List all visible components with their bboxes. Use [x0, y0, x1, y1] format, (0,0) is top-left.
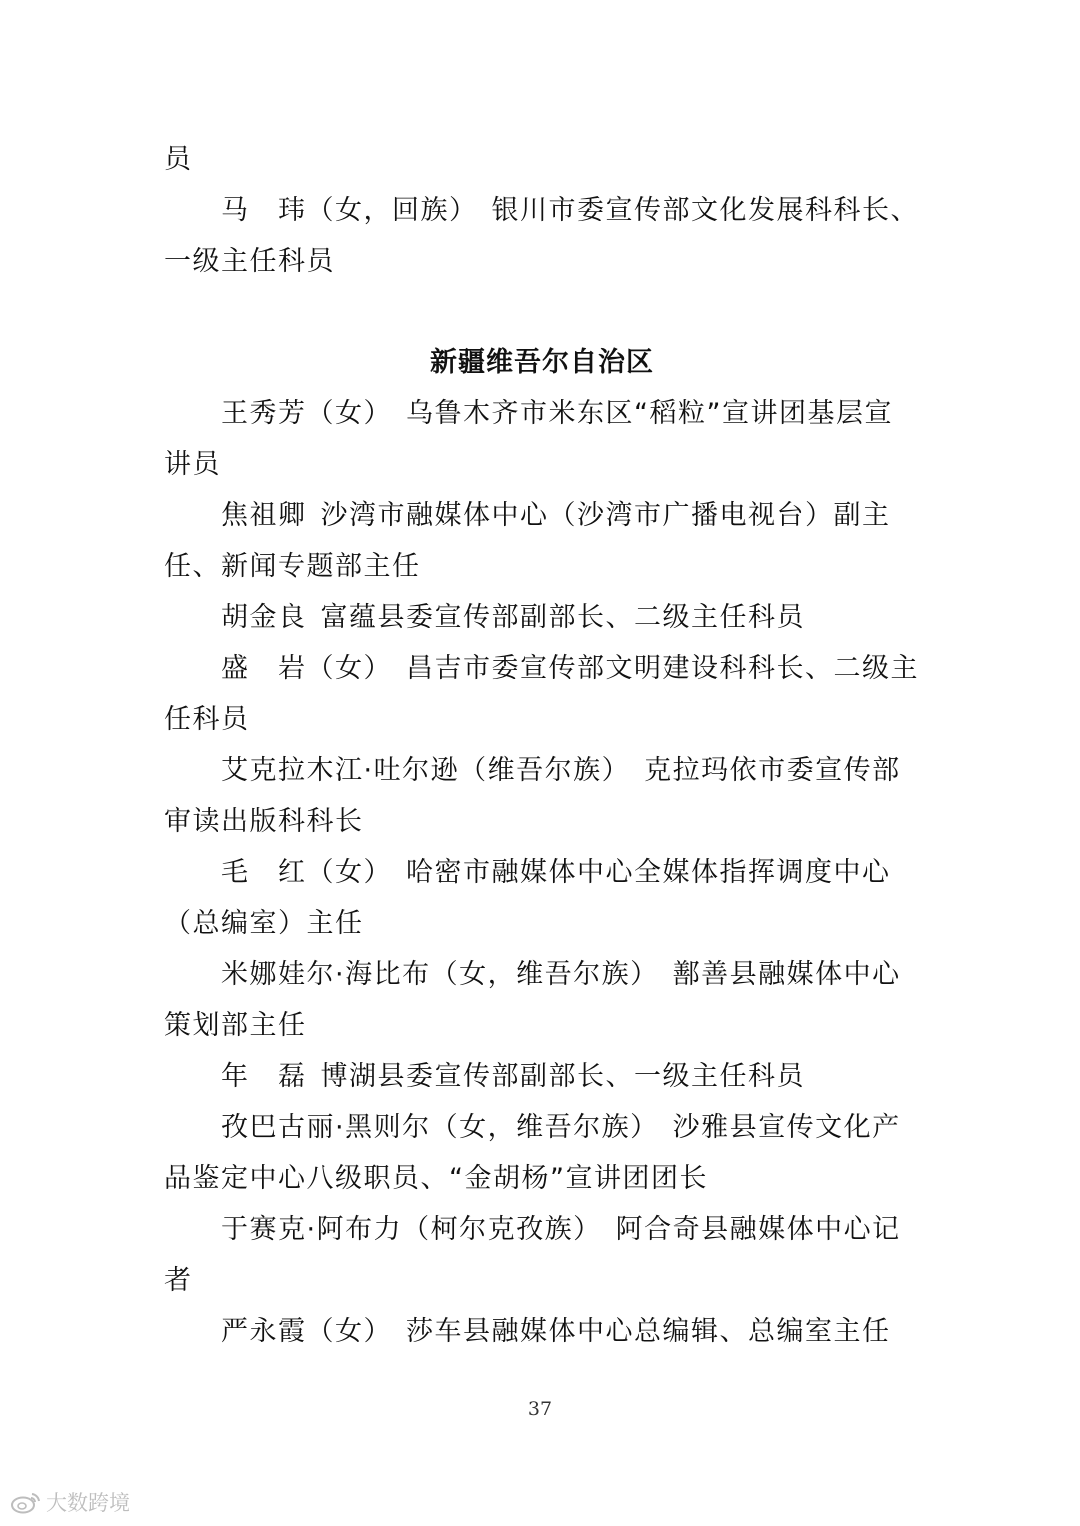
entry-6: [164, 847, 920, 949]
entry-2: [164, 490, 920, 592]
entry-10: [164, 1204, 920, 1306]
entry-4: [164, 643, 920, 745]
entry-title: 银川市委宣传部文化发展科科长、一级主任科员: [164, 195, 919, 277]
page-number: 37: [527, 1398, 553, 1420]
entry-title: 阿合奇县融媒体中心记者: [164, 1214, 901, 1296]
entry-11: [164, 1306, 920, 1357]
entry-title: 富蕴县委宣传部副部长、二级主任科员: [320, 602, 805, 633]
entry-name: 焦祖卿: [221, 500, 307, 531]
entry-title: 克拉玛依市委宣传部审读出版科科长: [164, 755, 901, 837]
entry-8: [164, 1051, 920, 1102]
entry-title: 博湖县委宣传部副部长、一级主任科员: [320, 1061, 805, 1092]
entry-1: [164, 388, 920, 490]
section-title: 新疆维吾尔自治区: [430, 347, 654, 378]
watermark-text: 大数跨境: [46, 1491, 130, 1515]
entry-title: 沙雅县宣传文化产品鉴定中心八级职员、“金胡杨”宣讲团团长: [164, 1112, 901, 1194]
entry-3: [164, 592, 920, 643]
entry-9: [164, 1102, 920, 1204]
entry-name: 盛 岩（女）: [221, 653, 392, 684]
entry-name: 于赛克·阿布力（柯尔克孜族）: [221, 1214, 602, 1245]
entry-ningxia-last: [164, 185, 920, 287]
entry-title: 乌鲁木齐市米东区“稻粒”宣讲团基层宣讲员: [164, 398, 893, 480]
entry-name: 米娜娃尔·海比布（女，维吾尔族）: [221, 959, 659, 990]
weibo-icon: [10, 1490, 42, 1514]
entry-name: 胡金良: [221, 602, 307, 633]
entry-name: 年 磊: [221, 1061, 307, 1092]
entry-5: [164, 745, 920, 847]
entry-name: 王秀芳（女）: [221, 398, 392, 429]
entry-name: 孜巴古丽·黑则尔（女，维吾尔族）: [221, 1112, 659, 1143]
entry-title: 哈密市融媒体中心全媒体指挥调度中心（总编室）主任: [164, 857, 891, 939]
entry-title: 沙湾市融媒体中心（沙湾市广播电视台）副主任、新闻专题部主任: [164, 500, 891, 582]
entry-title: 昌吉市委宣传部文明建设科科长、二级主任科员: [164, 653, 919, 735]
entry-name: 严永霞（女）: [221, 1316, 392, 1347]
entry-name: 艾克拉木江·吐尔逊（维吾尔族）: [221, 755, 631, 786]
entry-title: 鄯善县融媒体中心策划部主任: [164, 959, 901, 1041]
entry-title: 莎车县融媒体中心总编辑、总编室主任: [406, 1316, 891, 1347]
entry-7: [164, 949, 920, 1051]
document-body: [164, 134, 920, 1357]
watermark: [10, 1488, 130, 1516]
continuation-text: 员: [164, 144, 193, 175]
entry-name: 毛 红（女）: [221, 857, 392, 888]
entry-name: 马 玮（女，回族）: [221, 195, 478, 226]
